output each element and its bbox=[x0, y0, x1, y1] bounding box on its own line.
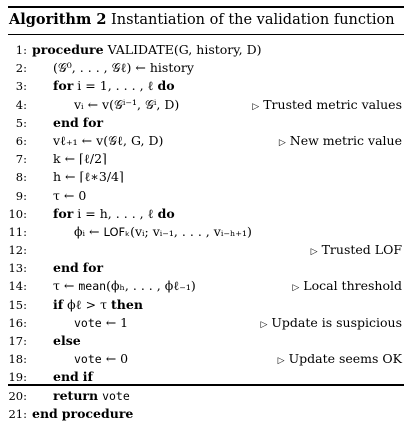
code-line bbox=[8, 259, 404, 277]
algorithm-label: Algorithm 2 bbox=[9, 11, 107, 28]
line-code: for i = 1, . . . , ℓ do bbox=[53, 78, 175, 94]
code-line bbox=[8, 241, 404, 259]
line-number: 14: bbox=[8, 279, 27, 294]
code-line bbox=[8, 41, 404, 59]
line-code: k ← ⌈ℓ/2⌉ bbox=[53, 151, 107, 167]
comment-text: Update is suspicious bbox=[271, 314, 402, 330]
line-code: else bbox=[53, 333, 81, 348]
algorithm-lines bbox=[8, 41, 404, 423]
comment-triangle-icon: ▷ bbox=[292, 283, 300, 294]
code-line bbox=[8, 59, 404, 77]
line-number: 11: bbox=[8, 224, 27, 239]
line-code: procedure VALIDATE(G, history, D) bbox=[32, 42, 262, 57]
line-number: 10: bbox=[8, 206, 27, 221]
line-code: end if bbox=[53, 369, 93, 385]
line-code: vote ← 0 bbox=[74, 351, 129, 367]
line-comment bbox=[311, 241, 402, 261]
line-number: 6: bbox=[15, 133, 27, 148]
code-line bbox=[8, 96, 404, 114]
code-line bbox=[8, 277, 404, 295]
line-number: 16: bbox=[8, 315, 27, 330]
line-number: 5: bbox=[15, 115, 27, 130]
code-line bbox=[8, 405, 404, 423]
algorithm-box bbox=[8, 6, 404, 421]
code-line bbox=[8, 132, 404, 150]
line-number: 20: bbox=[8, 388, 27, 403]
code-line bbox=[8, 296, 404, 314]
comment-text: Trusted LOF bbox=[321, 242, 402, 258]
line-number: 18: bbox=[8, 352, 27, 367]
line-comment bbox=[278, 350, 402, 370]
line-code: ϕᵢ ← LOFₖ(vᵢ; vᵢ₋₁, . . . , vᵢ₋ₕ₊₁) bbox=[74, 223, 252, 239]
code-line bbox=[8, 77, 404, 95]
line-comment bbox=[292, 277, 402, 297]
line-number: 21: bbox=[8, 406, 27, 421]
line-code: vote ← 1 bbox=[74, 314, 129, 330]
comment-text: Local threshold bbox=[303, 278, 402, 294]
code-line bbox=[8, 314, 404, 332]
comment-triangle-icon: ▷ bbox=[310, 247, 318, 258]
line-comment bbox=[260, 314, 402, 334]
line-code: (𝒢⁰, . . . , 𝒢ℓ) ← history bbox=[53, 60, 194, 76]
line-code: if ϕℓ > τ then bbox=[53, 296, 143, 312]
comment-triangle-icon: ▷ bbox=[277, 356, 285, 367]
line-number: 12: bbox=[8, 243, 27, 258]
line-code: h ← ⌈ℓ∗3/4⌉ bbox=[53, 169, 124, 185]
line-number: 17: bbox=[8, 334, 27, 348]
line-code: end procedure bbox=[32, 405, 134, 421]
code-line bbox=[8, 150, 404, 168]
code-line bbox=[8, 223, 404, 241]
line-number: 7: bbox=[15, 152, 27, 167]
top-rule bbox=[8, 6, 404, 8]
line-code: end for bbox=[53, 260, 104, 276]
code-line bbox=[8, 168, 404, 186]
line-code: vᵢ ← v(𝒢ⁱ⁻¹, 𝒢ⁱ, D) bbox=[74, 96, 180, 112]
comment-text: Update seems OK bbox=[288, 351, 402, 367]
line-number: 13: bbox=[8, 261, 27, 276]
line-code: τ ← 0 bbox=[53, 187, 87, 203]
line-comment bbox=[252, 96, 402, 116]
algorithm-caption bbox=[9, 11, 395, 28]
line-code: for i = h, . . . , ℓ do bbox=[53, 205, 175, 221]
line-number: 9: bbox=[15, 188, 27, 203]
line-number: 8: bbox=[15, 170, 27, 185]
line-code: vℓ₊₁ ← v(𝒢ℓ, G, D) bbox=[53, 132, 164, 148]
line-number: 3: bbox=[15, 79, 27, 94]
code-line bbox=[8, 187, 404, 205]
bottom-rule bbox=[8, 384, 404, 386]
line-comment bbox=[279, 132, 402, 152]
line-number: 2: bbox=[15, 61, 27, 76]
line-code: return vote bbox=[53, 387, 130, 403]
line-number: 19: bbox=[8, 370, 27, 385]
line-number: 15: bbox=[8, 297, 27, 312]
comment-text: New metric value bbox=[289, 132, 402, 148]
comment-text: Trusted metric values bbox=[263, 96, 402, 112]
line-code: τ ← mean(ϕₕ, . . . , ϕℓ₋₁) bbox=[53, 278, 196, 294]
code-line bbox=[8, 350, 404, 368]
code-line bbox=[8, 387, 404, 405]
line-number: 4: bbox=[15, 97, 27, 112]
code-line bbox=[8, 332, 404, 350]
line-number: 1: bbox=[15, 43, 27, 57]
comment-triangle-icon: ▷ bbox=[278, 137, 286, 148]
code-line bbox=[8, 114, 404, 132]
line-code: end for bbox=[53, 114, 104, 130]
algorithm-title: Instantiation of the validation function bbox=[111, 12, 395, 28]
comment-triangle-icon: ▷ bbox=[260, 319, 268, 330]
caption-rule bbox=[8, 34, 404, 35]
comment-triangle-icon: ▷ bbox=[252, 101, 260, 112]
code-line bbox=[8, 205, 404, 223]
